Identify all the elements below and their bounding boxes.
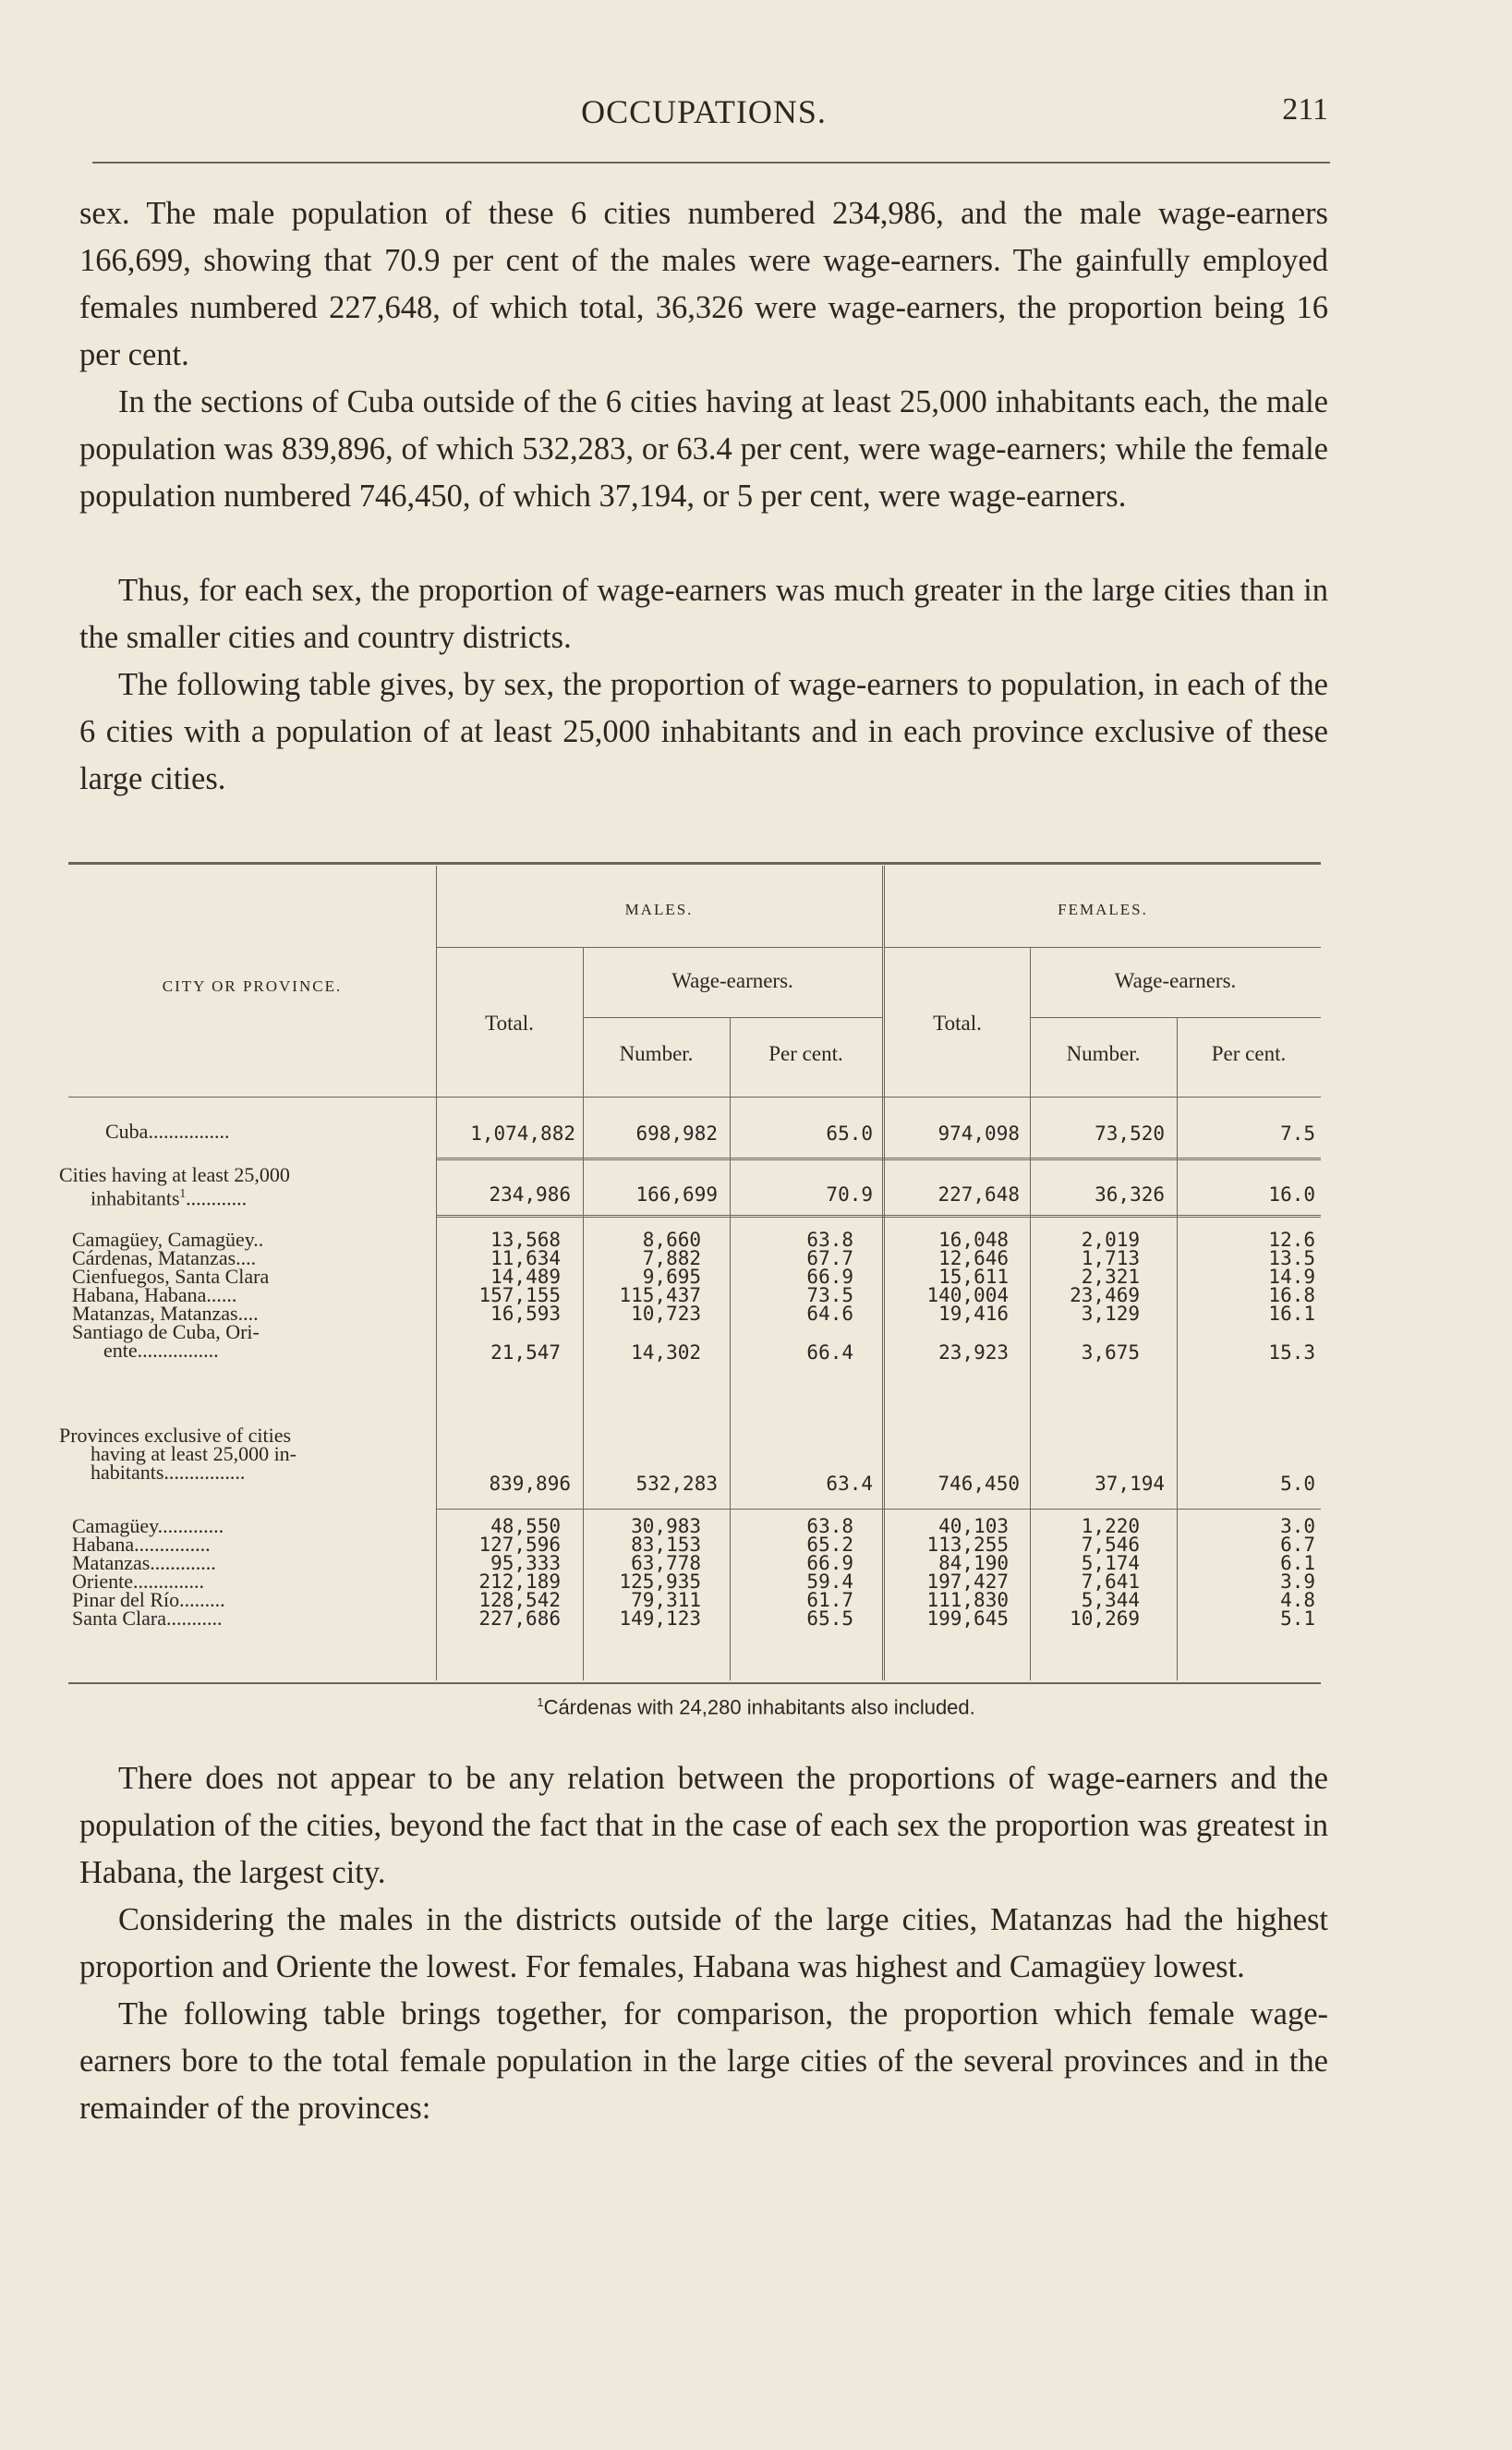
females-number-heading: Number. <box>1066 1042 1141 1065</box>
city-females-number: 3,129 <box>1081 1303 1140 1325</box>
row-label-provinces-line1: Provinces exclusive of cities <box>59 1424 292 1447</box>
santiago-females-percent: 15.3 <box>1268 1341 1315 1364</box>
city-males-percent: 73.5 <box>806 1284 853 1306</box>
row-label-cities-line1: Cities having at least 25,000 <box>59 1163 290 1186</box>
city-males-total: 157,155 <box>478 1284 561 1306</box>
province-males-number: 83,153 <box>631 1534 701 1556</box>
row-label-province: Oriente.............. <box>72 1570 204 1593</box>
province-females-number: 5,344 <box>1081 1589 1140 1611</box>
city-females-total: 140,004 <box>926 1284 1009 1306</box>
row-label-city: Cárdenas, Matanzas.... <box>72 1246 257 1269</box>
province-males-total: 212,189 <box>478 1571 561 1593</box>
row-label-santiago-line2: ente................ <box>103 1339 219 1362</box>
table-hline <box>436 1215 1321 1218</box>
males-percent-heading: Per cent. <box>768 1042 843 1065</box>
santiago-males-percent: 66.4 <box>806 1341 853 1364</box>
city-males-percent: 63.8 <box>806 1229 853 1251</box>
province-males-percent: 65.5 <box>806 1607 853 1630</box>
row-label-cuba: Cuba................ <box>105 1120 230 1143</box>
table-hline <box>583 1017 882 1018</box>
table-top-rule <box>68 862 1321 865</box>
city-males-percent: 66.9 <box>806 1266 853 1288</box>
running-header <box>79 92 1328 148</box>
females-percent-heading: Per cent. <box>1211 1042 1287 1065</box>
city-females-number: 2,019 <box>1081 1229 1140 1251</box>
province-females-total: 113,255 <box>926 1534 1009 1556</box>
city-females-number: 1,713 <box>1081 1247 1140 1269</box>
province-females-number: 10,269 <box>1070 1607 1140 1630</box>
city-females-percent: 16.1 <box>1268 1303 1315 1325</box>
province-females-total: 197,427 <box>926 1571 1009 1593</box>
paragraph-4: The following table gives, by sex, the proportion of wage-earners to population, in each of the 6 cities with a population of at least 25,000 inhabitants and in each province exclusive of these large cities. <box>79 667 1328 796</box>
paragraph-6: Considering the males in the districts outside of the large cities, Matanzas had the highest proportion and Oriente the lowest. For females, Habana was highest and Camagüey lowest. <box>79 1902 1328 1984</box>
paragraph-5: There does not appear to be any relation between the proportions of wage-earners and the population of the cities, beyond the fact that in the case of each sex the proportion was greatest in Habana, the largest city. <box>79 1761 1328 1890</box>
females-wage-earners-heading: Wage-earners. <box>1114 969 1237 992</box>
provinces-females-total: 746,450 <box>937 1473 1020 1495</box>
cuba-males-total: 1,074,882 <box>470 1122 575 1145</box>
provinces-males-total: 839,896 <box>489 1473 571 1495</box>
city-females-percent: 12.6 <box>1268 1229 1315 1251</box>
table-hline <box>436 1509 1321 1510</box>
city-males-number: 8,660 <box>642 1229 701 1251</box>
province-females-number: 5,174 <box>1081 1552 1140 1574</box>
city-or-province-heading: CITY OR PROVINCE. <box>162 977 343 995</box>
males-number-heading: Number. <box>619 1042 694 1065</box>
city-males-number: 9,695 <box>642 1266 701 1288</box>
provinces-females-number: 37,194 <box>1095 1473 1165 1495</box>
province-males-percent: 59.4 <box>806 1571 853 1593</box>
table-hline <box>885 947 1321 948</box>
cuba-females-number: 73,520 <box>1095 1122 1165 1145</box>
province-females-percent: 6.1 <box>1280 1552 1315 1574</box>
provinces-females-percent: 5.0 <box>1280 1473 1315 1495</box>
paragraph-3: Thus, for each sex, the proportion of wage-earners was much greater in the large cities than in the smaller cities and country districts. <box>79 573 1328 655</box>
city-females-total: 15,611 <box>938 1266 1009 1288</box>
cities-males-number: 166,699 <box>635 1183 718 1206</box>
table-bottom-rule <box>68 1682 1321 1684</box>
city-males-number: 10,723 <box>631 1303 701 1325</box>
santiago-females-number: 3,675 <box>1081 1341 1140 1364</box>
province-males-number: 30,983 <box>631 1515 701 1537</box>
province-males-total: 227,686 <box>478 1607 561 1630</box>
santiago-females-total: 23,923 <box>938 1341 1009 1364</box>
paragraph-1: sex. The male population of these 6 cities numbered 234,986, and the male wage-earners 166,699, showing that 70.9 per cent of the males were wage-earners. The gainfully employed females numbered 227,648, of which total, 36,326 were wage-earners, the proportion being 16 per cent. <box>79 196 1328 372</box>
province-males-percent: 63.8 <box>806 1515 853 1537</box>
province-males-total: 95,333 <box>490 1552 561 1574</box>
row-label-provinces-line3: habitants................ <box>91 1461 246 1484</box>
province-females-percent: 5.1 <box>1280 1607 1315 1630</box>
city-females-total: 19,416 <box>938 1303 1009 1325</box>
city-females-percent: 13.5 <box>1268 1247 1315 1269</box>
province-females-number: 7,641 <box>1081 1571 1140 1593</box>
province-females-percent: 3.0 <box>1280 1515 1315 1537</box>
province-males-number: 125,935 <box>619 1571 701 1593</box>
province-females-number: 1,220 <box>1081 1515 1140 1537</box>
province-males-number: 79,311 <box>631 1589 701 1611</box>
city-males-total: 16,593 <box>490 1303 561 1325</box>
provinces-males-number: 532,283 <box>635 1473 718 1495</box>
city-females-total: 12,646 <box>938 1247 1009 1269</box>
city-males-percent: 67.7 <box>806 1247 853 1269</box>
city-males-number: 115,437 <box>619 1284 701 1306</box>
females-total-heading: Total. <box>933 1012 982 1035</box>
city-males-total: 11,634 <box>490 1247 561 1269</box>
row-label-city: Habana, Habana...... <box>72 1283 237 1306</box>
row-label-province: Santa Clara........... <box>72 1607 223 1630</box>
cities-males-percent: 70.9 <box>826 1183 873 1206</box>
males-heading: MALES. <box>624 901 694 918</box>
table-footnote: $^1$Cárdenas with 24,280 inhabitants also included. <box>537 1695 975 1719</box>
province-females-total: 199,645 <box>926 1607 1009 1630</box>
province-females-number: 7,546 <box>1081 1534 1140 1556</box>
city-females-percent: 14.9 <box>1268 1266 1315 1288</box>
province-males-number: 149,123 <box>619 1607 701 1630</box>
table-hline <box>436 947 882 948</box>
row-label-province: Habana............... <box>72 1533 211 1556</box>
province-females-total: 84,190 <box>938 1552 1009 1574</box>
city-males-number: 7,882 <box>642 1247 701 1269</box>
province-females-total: 40,103 <box>938 1515 1009 1537</box>
row-label-province: Pinar del Río......... <box>72 1588 225 1611</box>
city-males-total: 14,489 <box>490 1266 561 1288</box>
province-males-total: 127,596 <box>478 1534 561 1556</box>
row-label-city: Matanzas, Matanzas.... <box>72 1302 259 1325</box>
paragraph-2: In the sections of Cuba outside of the 6 cities having at least 25,000 inhabitants each, the male population was 839,896, of which 532,283, or 63.4 per cent, were wage-earners; while the female population numbered 746,450, of which 37,194, or 5 per cent, were wage-earners. <box>79 384 1328 514</box>
cuba-females-percent: 7.5 <box>1280 1122 1315 1145</box>
row-label-province: Matanzas............. <box>72 1551 216 1574</box>
province-males-percent: 66.9 <box>806 1552 853 1574</box>
province-females-percent: 6.7 <box>1280 1534 1315 1556</box>
row-label-city: Cienfuegos, Santa Clara <box>72 1265 270 1288</box>
santiago-males-number: 14,302 <box>631 1341 701 1364</box>
table-header-rule <box>68 1097 1321 1098</box>
cities-females-total: 227,648 <box>937 1183 1020 1206</box>
males-wage-earners-heading: Wage-earners. <box>671 969 793 992</box>
cuba-females-total: 974,098 <box>937 1122 1020 1145</box>
city-females-number: 23,469 <box>1070 1284 1140 1306</box>
females-heading: FEMALES. <box>1058 901 1148 918</box>
city-males-percent: 64.6 <box>806 1303 853 1325</box>
province-females-percent: 4.8 <box>1280 1589 1315 1611</box>
province-females-percent: 3.9 <box>1280 1571 1315 1593</box>
males-total-heading: Total. <box>485 1012 534 1035</box>
row-label-santiago-line1: Santiago de Cuba, Ori- <box>72 1320 260 1343</box>
province-males-number: 63,778 <box>631 1552 701 1574</box>
cities-males-total: 234,986 <box>489 1183 571 1206</box>
province-males-percent: 65.2 <box>806 1534 853 1556</box>
santiago-males-total: 21,547 <box>490 1341 561 1364</box>
cuba-males-number: 698,982 <box>635 1122 718 1145</box>
row-label-provinces-line2: having at least 25,000 in- <box>91 1442 297 1465</box>
paragraph-7: The following table brings together, for comparison, the proportion which female wage-earners bore to the total female population in the large cities of the several provinces and in the remainder of the provinces: <box>79 1996 1328 2126</box>
header-rule <box>92 162 1330 164</box>
cities-females-percent: 16.0 <box>1268 1183 1315 1206</box>
city-males-total: 13,568 <box>490 1229 561 1251</box>
row-label-city: Camagüey, Camagüey.. <box>72 1228 264 1251</box>
cuba-males-percent: 65.0 <box>826 1122 873 1145</box>
table-hline <box>1030 1017 1321 1018</box>
city-females-total: 16,048 <box>938 1229 1009 1251</box>
provinces-males-percent: 63.4 <box>826 1473 873 1495</box>
city-females-percent: 16.8 <box>1268 1284 1315 1306</box>
province-males-percent: 61.7 <box>806 1589 853 1611</box>
city-females-number: 2,321 <box>1081 1266 1140 1288</box>
running-title: OCCUPATIONS. <box>581 93 827 130</box>
cities-females-number: 36,326 <box>1095 1183 1165 1206</box>
province-males-total: 128,542 <box>478 1589 561 1611</box>
row-label-province: Camagüey............. <box>72 1514 224 1537</box>
page-number: 211 <box>1282 92 1328 127</box>
province-males-total: 48,550 <box>490 1515 561 1537</box>
province-females-total: 111,830 <box>926 1589 1009 1611</box>
table-hline <box>436 1158 1321 1160</box>
row-label-cities-line2: inhabitants$^1$............ <box>91 1186 248 1210</box>
